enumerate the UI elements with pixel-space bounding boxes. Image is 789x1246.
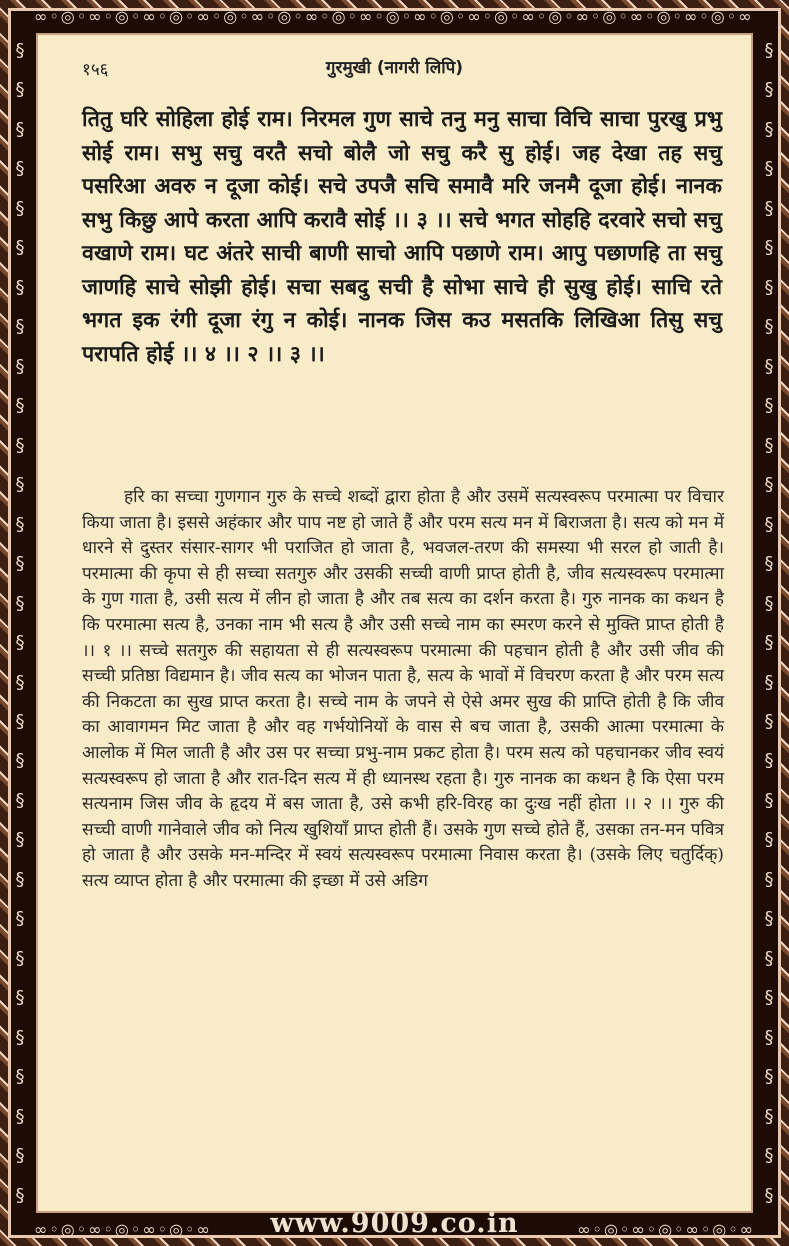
bottom-scroll-ornament: ∞◦◎◦∞◦◎◦∞◦◎◦∞ ∞◦◎◦∞◦◎◦∞◦◎◦∞ — [34, 1219, 755, 1239]
right-scroll-ornament: § § § § § § § § § § § § § § § § § § § § § § § § § § § § § § — [764, 40, 774, 1206]
left-scroll-ornament: § § § § § § § § § § § § § § § § § § § § § § § § § § § § § § — [15, 40, 25, 1206]
page-number: १५६ — [82, 60, 109, 80]
book-page — [36, 33, 753, 1213]
verse-text: तितु घरि सोहिला होई राम। निरमल गुण साचे तनु मनु साचा विचि साचा पुरखु प्रभु सोई राम। सभु सचु वरतै सचो बोलै जो सचु करै सु होई। जह देखा तह सचु पसरिआ अवरु न दूजा कोई। सचे उपजै सचि समावै मरि जनमै दूजा होई। नानक सभु किछु आपे करता आपि करावै सोई ।। ३ ।। सचे भगत सोहहि दरवारे सचो सचु वखाणे राम। घट अंतरे साची बाणी साचो आपि पछाणे राम। आपु पछाणहि ता सचु जाणहि साचे सोझी होई। सचा सबदु सची है सोभा साचे ही सुखु होई। साचि रते भगत इक रंगी दूजा रंगु न कोई। नानक जिस कउ मसतकि लिखिआ तिसु सचु परापति होई ।। ४ ।। २ ।। ३ ।। — [82, 107, 722, 367]
website-watermark: www.9009.co.in — [270, 1208, 519, 1239]
running-title: गुरमुखी (नागरी लिपि) — [325, 58, 464, 78]
top-scroll-ornament: ∞◦◎◦∞◦◎◦∞◦◎◦∞◦◎◦∞◦◎◦∞◦◎◦∞◦◎◦∞◦◎◦∞◦◎◦∞◦◎◦∞◦◎◦∞◦◎◦∞◦◎◦∞ — [34, 6, 754, 26]
commentary-text: हरि का सच्चा गुणगान गुरु के सच्चे शब्दों द्वारा होता है और उसमें सत्यस्वरूप परमात्मा पर विचार किया जाता है। इससे अहंकार और पाप नष्ट हो जाते हैं और परम सत्य मन में बिराजता है। सत्य को मन में धारने से दुस्तर संसार-सागर भी पराजित हो जाता है, भवजल-तरण की समस्या भी सरल हो जाती है। परमात्मा की कृपा से ही सच्चा सतगुरु और उसकी सच्ची वाणी प्राप्त होती है, जीव सत्यस्वरूप परमात्मा के गुण गाता है, उसी सत्य में लीन हो जाता है और तब सत्य का दर्शन करता है। गुरु नानक का कथन है कि परमात्मा सत्य है, उनका नाम भी सत्य है और उसी सच्चे नाम का स्मरण करने से मुक्ति प्राप्त होती है ।। १ ।। सच्चे सतगुरु की सहायता से ही सत्यस्वरूप परमात्मा की पहचान होती है और उसी जीव की सच्ची प्रतिष्ठा विद्यमान है। जीव सत्य का भोजन पाता है, सत्य के भावों में विचरण करता है और परम सत्य की निकटता का सुख प्राप्त करता है। सच्चे नाम के जपने से ऐसे अमर सुख की प्राप्ति होती है कि जीव का आवागमन मिट जाता है और वह गर्भयोनियों के वास से बच जाता है, उसकी आत्मा परमात्मा के आलोक में मिल जाती है और उस पर सच्चा प्रभु-नाम प्रकट होता है। परम सत्य को पहचानकर जीव स्वयं सत्यस्वरूप हो जाता है और रात-दिन सत्य में ही ध्यानस्थ रहता है। गुरु नानक का कथन है कि ऐसा परम सत्यनाम जिस जीव के हृदय में बस जाता है, उसे कभी हरि-विरह का दुःख नहीं होता ।। २ ।। गुरु की सच्ची वाणी गानेवाले जीव को नित्य खुशियाँ प्राप्त होती हैं। उसके गुण सच्चे होते हैं, उसका तन-मन पवित्र हो जाता है और उसके मन-मन्दिर में स्वयं सत्यस्वरूप परमात्मा निवास करता है। (उसके लिए चतुर्दिक्) सत्य व्याप्त होता है और परमात्मा की इच्छा में उसे अडिग — [82, 487, 724, 891]
